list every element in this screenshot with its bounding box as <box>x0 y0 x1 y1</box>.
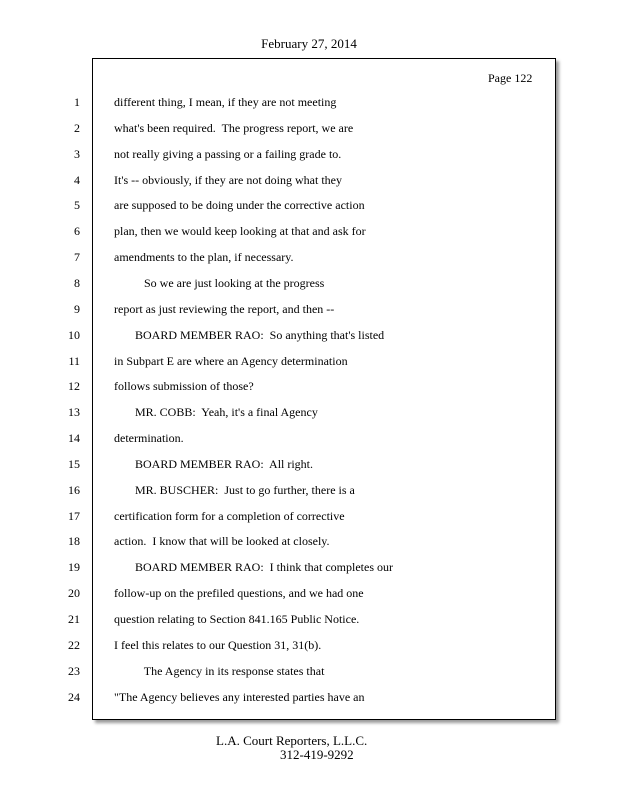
transcript-line <box>0 95 618 121</box>
line-text: "The Agency believes any interested parties have an <box>114 690 365 704</box>
line-text: amendments to the plan, if necessary. <box>114 250 294 264</box>
transcript-line <box>0 328 618 354</box>
line-number: 19 <box>68 560 80 574</box>
line-number: 12 <box>68 379 80 393</box>
line-number: 18 <box>68 534 80 548</box>
footer-company: L.A. Court Reporters, L.L.C. <box>216 733 368 748</box>
transcript-line <box>0 198 618 224</box>
line-number: 8 <box>74 276 80 290</box>
line-number: 14 <box>68 431 80 445</box>
line-number: 21 <box>68 612 80 626</box>
line-text: It's -- obviously, if they are not doing what they <box>114 173 343 187</box>
transcript-line <box>0 483 618 509</box>
transcript-line <box>0 405 618 431</box>
line-text: BOARD MEMBER RAO: So anything that's listed <box>114 328 385 342</box>
line-number: 23 <box>68 664 80 678</box>
line-number: 6 <box>74 224 80 238</box>
line-text: what's been required. The progress report, we are <box>114 121 354 135</box>
transcript-line <box>0 173 618 199</box>
line-text: determination. <box>114 431 184 445</box>
transcript-line <box>0 121 618 147</box>
transcript-line <box>0 147 618 173</box>
line-number: 17 <box>68 509 80 523</box>
line-text: I feel this relates to our Question 31, 31(b). <box>114 638 322 652</box>
line-text: action. I know that will be looked at closely. <box>114 534 330 548</box>
transcript-line <box>0 250 618 276</box>
transcript-line <box>0 612 618 638</box>
line-number: 20 <box>68 586 80 600</box>
line-text: not really giving a passing or a failing grade to. <box>114 147 342 161</box>
page-number: Page 122 <box>488 71 533 85</box>
line-text: So we are just looking at the progress <box>114 276 325 290</box>
line-number: 16 <box>68 483 80 497</box>
line-number: 5 <box>74 198 80 212</box>
line-number: 10 <box>68 328 80 342</box>
transcript-line <box>0 534 618 560</box>
line-text: follow-up on the prefiled questions, and we had one <box>114 586 364 600</box>
header-date: February 27, 2014 <box>261 36 357 51</box>
line-text: MR. BUSCHER: Just to go further, there is a <box>114 483 355 497</box>
transcript-line <box>0 560 618 586</box>
line-number: 1 <box>74 95 80 109</box>
line-number: 7 <box>74 250 80 264</box>
transcript-line <box>0 690 618 716</box>
transcript-line <box>0 509 618 535</box>
line-number: 24 <box>68 690 80 704</box>
transcript-line <box>0 276 618 302</box>
line-number: 13 <box>68 405 80 419</box>
line-number: 22 <box>68 638 80 652</box>
line-text: The Agency in its response states that <box>114 664 325 678</box>
transcript-line <box>0 224 618 250</box>
line-text: are supposed to be doing under the corrective action <box>114 198 365 212</box>
line-text: in Subpart E are where an Agency determination <box>114 354 348 368</box>
transcript-line <box>0 664 618 690</box>
line-number: 15 <box>68 457 80 471</box>
line-text: MR. COBB: Yeah, it's a final Agency <box>114 405 318 419</box>
line-number: 3 <box>74 147 80 161</box>
line-text: certification form for a completion of corrective <box>114 509 345 523</box>
transcript-line <box>0 354 618 380</box>
transcript-line <box>0 586 618 612</box>
transcript-line <box>0 638 618 664</box>
transcript-line <box>0 302 618 328</box>
line-number: 11 <box>68 354 80 368</box>
footer-phone: 312-419-9292 <box>280 747 354 762</box>
line-text: BOARD MEMBER RAO: All right. <box>114 457 314 471</box>
line-number: 4 <box>74 173 80 187</box>
line-text: plan, then we would keep looking at that and ask for <box>114 224 366 238</box>
line-text: question relating to Section 841.165 Public Notice. <box>114 612 360 626</box>
transcript-line <box>0 379 618 405</box>
transcript-line <box>0 431 618 457</box>
line-text: BOARD MEMBER RAO: I think that completes our <box>114 560 393 574</box>
transcript-line <box>0 457 618 483</box>
line-text: report as just reviewing the report, and then -- <box>114 302 335 316</box>
line-number: 2 <box>74 121 80 135</box>
line-number: 9 <box>74 302 80 316</box>
line-text: different thing, I mean, if they are not meeting <box>114 95 337 109</box>
line-text: follows submission of those? <box>114 379 254 393</box>
